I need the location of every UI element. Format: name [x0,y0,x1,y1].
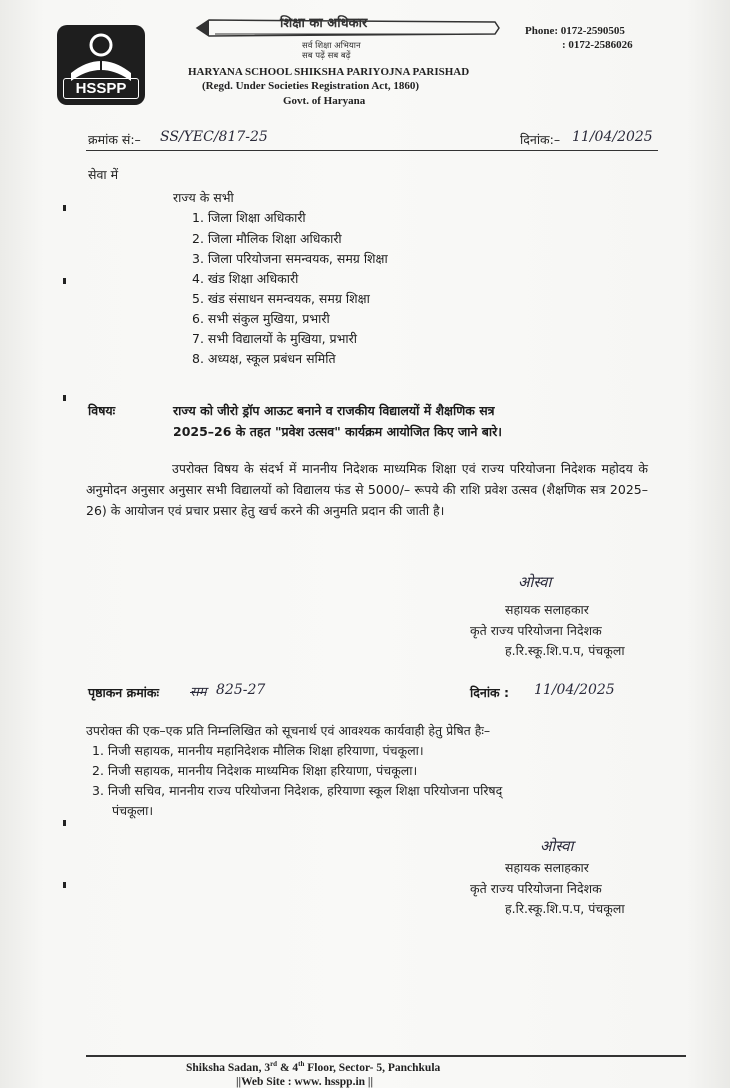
addressee-item: 8. अध्यक्ष, स्कूल प्रबंधन समिति [192,351,336,366]
signature-2: ओस्वा [540,837,574,855]
motto-sub-2: सब पढ़ें सब बढ़ें [302,51,351,61]
footer-website: ||Web Site : www. hsspp.in || [236,1076,373,1088]
endorsement-dinank-label: दिनांक : [470,685,510,700]
body-paragraph: उपरोक्त विषय के संदर्भ में माननीय निदेशक माध्यमिक शिक्षा एवं राज्य परियोजना निदेशक महोदय के अनुमोदन अनुसार अनुसार सभी विद्यालयों को विद्यालय फंड से 5000/– रूपये की राशि प्रवेश उत्सव (शैक्षणिक सत्र 2025–26) के आयोजन एवं प्रचार प्रसार हेतु खर्च करने की अनुमति प्रदान की जाती है। [86,461,648,518]
ref-underline [86,150,658,151]
kramank-label: क्रमांक सं:– [88,132,141,147]
scan-speck [63,205,66,211]
addressee-item: 2. जिला मौलिक शिक्षा अधिकारी [192,231,342,246]
prishthakan-struck: सम [190,685,207,700]
sig1-line-3: ह.रि.स्कू.शि.प.प, पंचकूला [505,643,625,658]
hsspp-logo [57,25,145,105]
prishthakan-label: पृष्ठाकन क्रमांकः [88,685,160,700]
phone-2: : 0172-2586026 [562,39,633,51]
subject-line-2: 2025–26 के तहत "प्रवेश उत्सव" कार्यक्रम आयोजित किए जाने बारे। [173,424,502,439]
sig2-title: सहायक सलाहकार [505,860,589,875]
endorsement-item: पंचकूला। [112,803,154,818]
org-name: HARYANA SCHOOL SHIKSHA PARIYOJNA PARISHAD [188,66,470,78]
kramank-value: SS/YEC/817-25 [160,129,268,145]
subject-label: विषयः [88,403,116,418]
endorsement-item: 1. निजी सहायक, माननीय महानिदेशक मौलिक शिक्षा हरियाणा, पंचकूला। [92,743,424,758]
motto-top: शिक्षा का अधिकार [280,16,368,31]
sig1-line-2: कृते राज्य परियोजना निदेशक [470,623,602,638]
scan-speck [63,882,66,888]
addressee-item: 7. सभी विद्यालयों के मुखिया, प्रभारी [192,331,358,346]
logo-text: HSSPP [63,78,139,99]
rajya-ke-sabhi: राज्य के सभी [173,190,234,205]
scan-speck [63,395,66,401]
footer-address: Shiksha Sadan, 3rd & 4th Floor, Sector- 5, Panchkula [186,1060,441,1074]
endorsement-item: 2. निजी सहायक, माननीय निदेशक माध्यमिक शिक्षा हरियाणा, पंचकूला। [92,763,418,778]
addressee-item: 4. खंड शिक्षा अधिकारी [192,271,299,286]
seva-me: सेवा में [88,167,119,182]
addressee-item: 1. जिला शिक्षा अधिकारी [192,210,306,225]
org-regd: (Regd. Under Societies Registration Act, 1860) [202,80,420,92]
dinank-value: 11/04/2025 [572,129,653,145]
scan-speck [63,820,66,826]
addressee-item: 5. खंड संसाधन समन्वयक, समग्र शिक्षा [192,291,370,306]
addressee-item: 3. जिला परियोजना समन्वयक, समग्र शिक्षा [192,251,388,266]
addressee-item: 6. सभी संकुल मुखिया, प्रभारी [192,311,330,326]
signature-1: ओस्वा [518,573,552,591]
subject-line-1: राज्य को जीरो ड्रॉप आऊट बनाने व राजकीय विद्यालयों में शैक्षणिक सत्र [173,403,495,418]
endorsement-item: 3. निजी सचिव, माननीय राज्य परियोजना निदेशक, हरियाणा स्कूल शिक्षा परियोजना परिषद् [92,783,503,798]
scan-speck [63,278,66,284]
sig2-line-3: ह.रि.स्कू.शि.प.प, पंचकूला [505,901,625,916]
dinank-label: दिनांक:– [520,132,561,147]
footer-rule [86,1055,686,1057]
prishthakan-value: 825-27 [216,682,266,698]
endorsement-dinank-value: 11/04/2025 [534,682,615,698]
endorsement-intro: उपरोक्त की एक–एक प्रति निम्नलिखित को सूचनार्थ एवं आवश्यक कार्यवाही हेतु प्रेषित हैः– [86,723,491,738]
phone-1: Phone: 0172-2590505 [525,25,625,37]
org-govt: Govt. of Haryana [283,95,366,107]
sig1-title: सहायक सलाहकार [505,602,589,617]
motto-sub-1: सर्व शिक्षा अभियान [302,41,361,51]
sig2-line-2: कृते राज्य परियोजना निदेशक [470,881,602,896]
